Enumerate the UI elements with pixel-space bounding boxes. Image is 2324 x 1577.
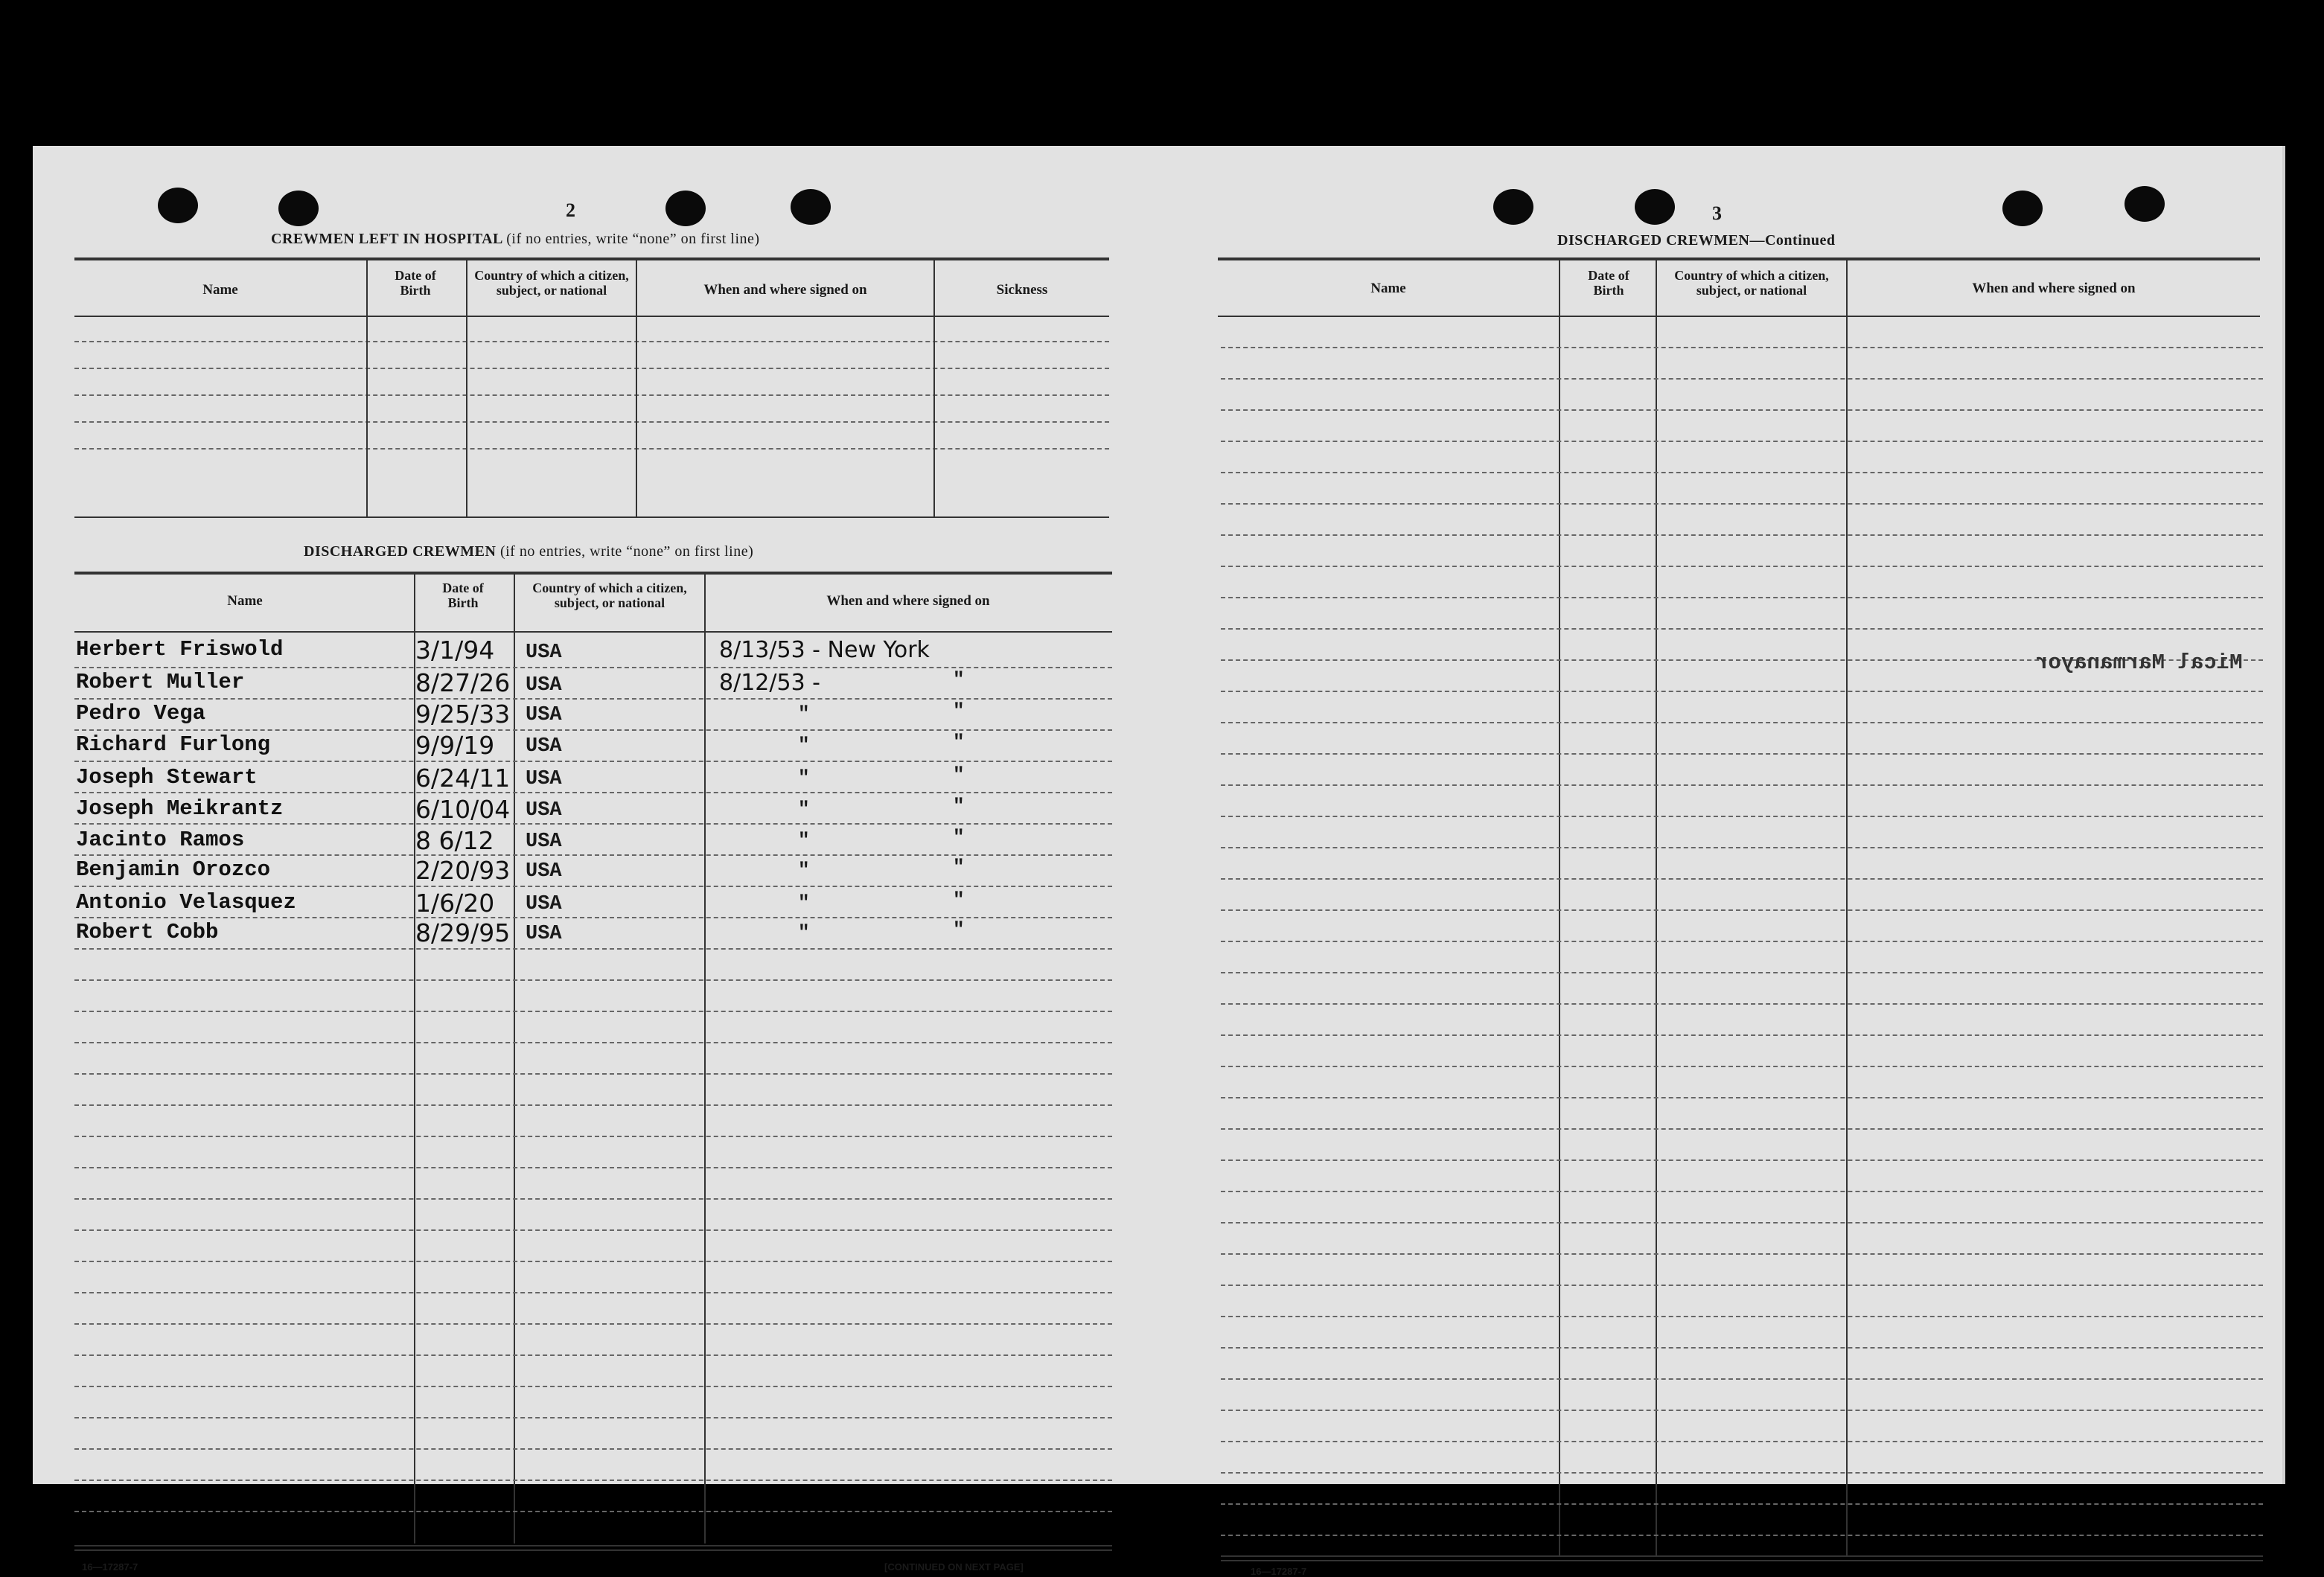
form-number: 16—17287-7 xyxy=(1251,1566,1307,1577)
ruling-line xyxy=(74,886,1112,887)
ruling-line xyxy=(1221,691,2263,692)
ruling-line xyxy=(1221,1222,2263,1223)
ruling-line xyxy=(74,1511,1112,1512)
crewman-dob: 9/25/33 xyxy=(415,700,511,729)
ruling-line xyxy=(74,1011,1112,1012)
col-header-name: Name xyxy=(227,593,263,609)
ruling-line xyxy=(74,948,1112,950)
ditto-mark: " xyxy=(798,829,810,851)
ruling-line xyxy=(1221,1159,2263,1161)
hospital-section-title xyxy=(271,231,760,248)
ditto-mark: " xyxy=(953,918,965,941)
ruling-line xyxy=(1221,1034,2263,1036)
punch-hole xyxy=(278,191,319,226)
ditto-mark: " xyxy=(953,795,965,817)
ruling-line xyxy=(74,979,1112,981)
ruling-line xyxy=(1221,909,2263,911)
crewman-name: Jacinto Ramos xyxy=(76,828,245,852)
punch-hole xyxy=(1635,189,1675,225)
ruling-line xyxy=(1221,1378,2263,1380)
crewman-country: USA xyxy=(526,831,562,853)
crewman-name: Pedro Vega xyxy=(76,701,206,726)
ruling-line xyxy=(1221,503,2263,505)
crewman-signed-on: 8/12/53 - xyxy=(719,670,821,696)
crewman-dob: 3/1/94 xyxy=(415,636,495,665)
ditto-mark: " xyxy=(798,798,810,820)
ruling-line xyxy=(1221,1410,2263,1411)
crewman-name: Joseph Stewart xyxy=(76,765,258,790)
punch-hole xyxy=(665,191,706,226)
discharged-section-title xyxy=(304,543,753,560)
col-header-country: Country of which a citizen, subject, or national xyxy=(474,268,629,298)
ruling-line xyxy=(1221,941,2263,942)
ruling-line xyxy=(1221,441,2263,442)
crewman-dob: 8/29/95 xyxy=(415,918,511,947)
ruling-line xyxy=(1221,409,2263,411)
crewman-name: Benjamin Orozco xyxy=(76,857,271,882)
ruling-line xyxy=(1221,784,2263,786)
punch-hole xyxy=(1493,189,1533,225)
crewman-country: USA xyxy=(526,642,562,664)
ruling-line xyxy=(1221,566,2263,567)
crewman-country: USA xyxy=(526,860,562,883)
ruling-line xyxy=(1221,1347,2263,1349)
crewman-dob: 8 6/12 xyxy=(415,826,494,855)
crewman-name: Robert Muller xyxy=(76,670,245,694)
ruling-line xyxy=(1221,816,2263,817)
ruling-line xyxy=(1221,534,2263,536)
punch-hole xyxy=(2002,191,2043,226)
ruling-line xyxy=(1221,753,2263,755)
crewman-signed-on: 8/13/53 - New York xyxy=(719,637,930,663)
crewman-dob: 2/20/93 xyxy=(415,856,511,885)
ruling-line xyxy=(74,1229,1112,1231)
ruling-line xyxy=(1221,847,2263,848)
ruling-line xyxy=(1221,378,2263,380)
ruling-line xyxy=(74,1480,1112,1481)
ditto-mark: " xyxy=(798,734,810,756)
ruling-line xyxy=(74,1323,1112,1325)
crewman-country: USA xyxy=(526,735,562,758)
ruling-line xyxy=(74,1198,1112,1200)
ruling-line xyxy=(1221,1097,2263,1098)
ruling-line xyxy=(74,1417,1112,1418)
ruling-line xyxy=(74,1136,1112,1137)
crewman-dob: 9/9/19 xyxy=(415,731,495,760)
crewman-name: Richard Furlong xyxy=(76,732,271,757)
ruling-line xyxy=(1221,878,2263,880)
ruling-line xyxy=(1221,1441,2263,1442)
ruling-line xyxy=(74,823,1112,825)
form-number: 16—17287-7 xyxy=(82,1561,138,1573)
discharged-continued-title: DISCHARGED CREWMEN—Continued xyxy=(1557,232,1836,249)
ditto-mark: " xyxy=(953,826,965,848)
ruling-line xyxy=(1221,1128,2263,1130)
punch-hole xyxy=(791,189,831,225)
crewman-dob: 1/6/20 xyxy=(415,889,495,918)
ruling-line xyxy=(1221,1066,2263,1067)
ruling-line xyxy=(74,761,1112,762)
col-header-name: Name xyxy=(1370,281,1406,296)
ruling-line xyxy=(74,1167,1112,1168)
mirrored-bleed-name: Mical Marmanayor xyxy=(2035,650,2243,675)
hospital-title-text: CREWMEN LEFT IN HOSPITAL xyxy=(271,231,502,247)
discharged-instruction: (if no entries, write “none” on first line) xyxy=(499,543,754,560)
ruling-line xyxy=(1221,472,2263,473)
discharged-title-text: DISCHARGED CREWMEN xyxy=(304,543,497,560)
ruling-line xyxy=(1221,1003,2263,1005)
ruling-line xyxy=(1221,1535,2263,1536)
ditto-mark: " xyxy=(953,889,965,911)
punch-hole xyxy=(2125,186,2165,222)
col-header-signed-on: When and where signed on xyxy=(1972,281,2136,296)
crewman-dob: 6/24/11 xyxy=(415,764,511,793)
col-header-signed-on: When and where signed on xyxy=(703,282,867,298)
punch-hole xyxy=(158,188,198,223)
crewman-name: Joseph Meikrantz xyxy=(76,796,284,821)
ditto-mark: " xyxy=(798,859,810,881)
ruling-line xyxy=(1221,722,2263,723)
ditto-mark: " xyxy=(953,700,965,722)
crewman-dob: 6/10/04 xyxy=(415,795,511,824)
page-number: 3 xyxy=(1712,202,1722,224)
col-header-sickness: Sickness xyxy=(996,282,1048,298)
ruling-line xyxy=(1221,1191,2263,1192)
crewman-dob: 8/27/26 xyxy=(415,668,511,697)
ditto-mark: " xyxy=(953,856,965,878)
ditto-mark: " xyxy=(953,731,965,753)
crewman-name: Robert Cobb xyxy=(76,920,219,944)
ruling-line xyxy=(1221,1316,2263,1317)
col-header-country: Country of which a citizen, subject, or national xyxy=(532,580,687,610)
continued-note: [CONTINUED ON NEXT PAGE] xyxy=(884,1561,1024,1573)
col-header-country: Country of which a citizen, subject, or national xyxy=(1674,268,1829,298)
crewman-country: USA xyxy=(526,923,562,945)
ruling-line xyxy=(1221,1503,2263,1505)
ruling-line xyxy=(1221,1285,2263,1286)
ruling-line xyxy=(1221,1472,2263,1474)
col-header-dob: Date of Birth xyxy=(442,580,484,610)
ruling-line xyxy=(74,1261,1112,1262)
crewman-country: USA xyxy=(526,704,562,726)
crewman-country: USA xyxy=(526,799,562,822)
ruling-line xyxy=(74,1448,1112,1450)
ruling-line xyxy=(1221,347,2263,348)
crewman-country: USA xyxy=(526,768,562,790)
ruling-line xyxy=(1221,597,2263,598)
document-sheet xyxy=(33,146,2285,1577)
ditto-mark: " xyxy=(798,921,810,944)
ruling-line xyxy=(74,1386,1112,1387)
ruling-line xyxy=(74,1042,1112,1043)
hospital-instruction: (if no entries, write “none” on first line) xyxy=(506,231,760,247)
ruling-line xyxy=(74,792,1112,793)
ruling-line xyxy=(74,1104,1112,1106)
ruling-line xyxy=(74,1073,1112,1075)
ditto-mark: " xyxy=(798,703,810,725)
crewman-country: USA xyxy=(526,674,562,697)
col-header-dob: Date of Birth xyxy=(395,268,436,298)
crewman-name: Herbert Friswold xyxy=(76,637,284,662)
ruling-line xyxy=(74,1354,1112,1356)
crewman-name: Antonio Velasquez xyxy=(76,890,296,915)
ditto-mark: " xyxy=(953,764,965,786)
col-header-dob: Date of Birth xyxy=(1588,268,1629,298)
ditto-mark: " xyxy=(798,767,810,789)
ditto-mark: " xyxy=(798,892,810,914)
ruling-line xyxy=(74,1292,1112,1293)
ruling-line xyxy=(1221,972,2263,973)
page-number: 2 xyxy=(566,199,575,221)
col-header-signed-on: When and where signed on xyxy=(826,593,990,609)
ruling-line xyxy=(1221,1253,2263,1255)
ditto-mark: " xyxy=(953,668,965,691)
crewman-country: USA xyxy=(526,893,562,915)
ruling-line xyxy=(1221,628,2263,630)
col-header-name: Name xyxy=(202,282,238,298)
